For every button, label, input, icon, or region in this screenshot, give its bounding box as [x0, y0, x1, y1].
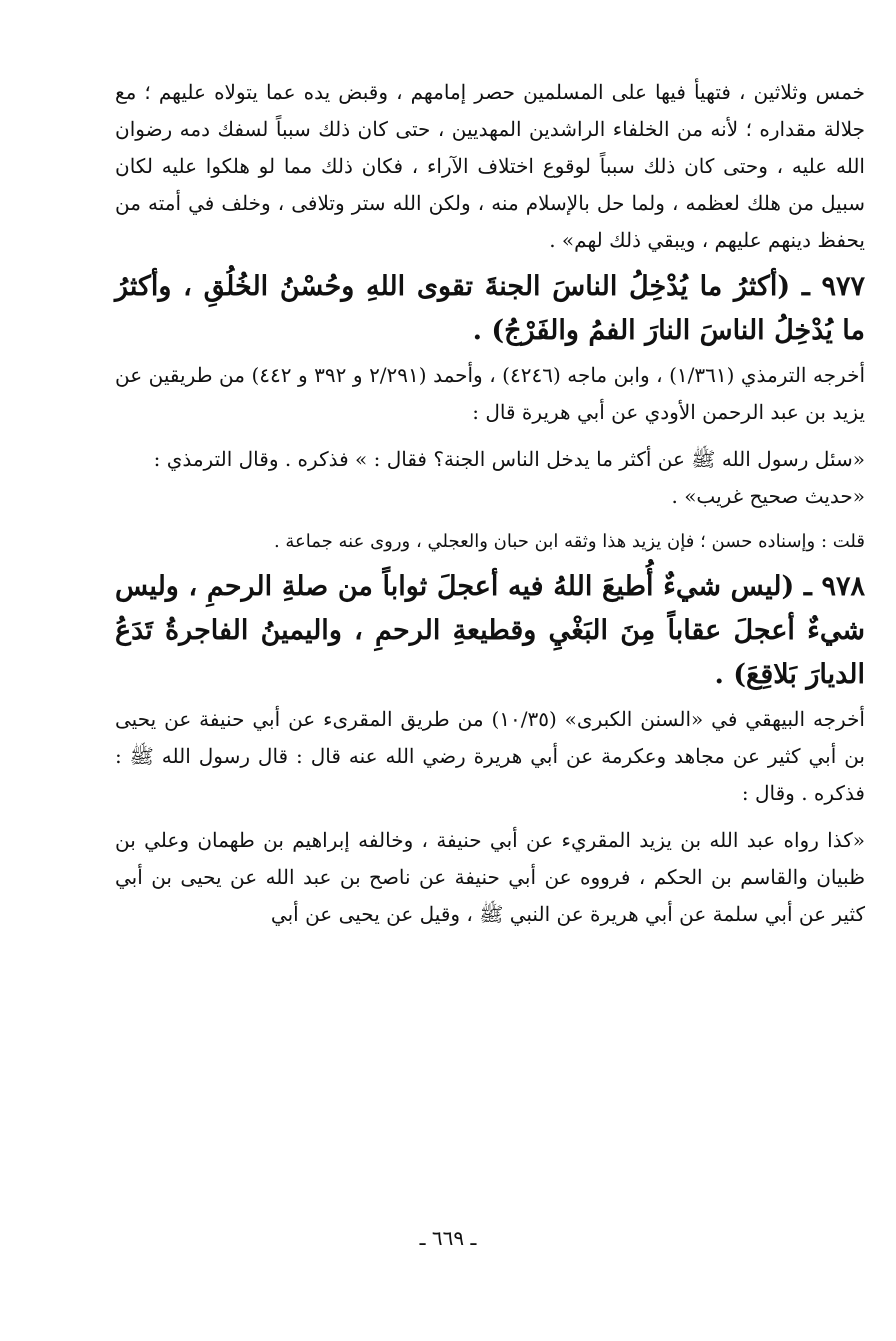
takhrij-978: أخرجه البيهقي في «السنن الكبرى» (١٠/٣٥) من طريق المقرىء عن أبي حنيفة عن يحيى بن أبي كثير عن مجاهد وعكرمة عن أبي هريرة رضي الله عنه قال : قال رسول الله ﷺ : فذكره . وقال :: [115, 707, 865, 805]
note-977: قلت : وإسناده حسن ؛ فإن يزيد هذا وثقه ابن حبان والعجلي ، وروى عنه جماعة .: [273, 531, 865, 552]
page-number: ـ ٦٦٩ ـ: [419, 1226, 477, 1250]
continuation-paragraph: خمس وثلاثين ، فتهيأ فيها على المسلمين حصر إمامهم ، وقبض يده عما يتولاه عليهم ؛ مع جلالة مقداره ؛ لأنه من الخلفاء الراشدين المهديين ، حتى كان ذلك سبباً لسفك دمه رضوان الله عليه ، وحتى كان ذلك سبباً لوقوع اختلاف الآراء ، فكان ذلك مما لو هلكوا عليه لكان سبيل من هلك لعظمه ، ولما حل بالإسلام منه ، ولكن الله ستر وتلافى ، وخلف في أمته من يحفظ دينهم عليهم ، ويبقي ذلك لهم» .: [115, 80, 865, 252]
takhrij-977: أخرجه الترمذي (١/٣٦١) ، وابن ماجه (٤٢٤٦) ، وأحمد (٢/٢٩١ و ٣٩٢ و ٤٤٢) من طريقين عن يزيد بن عبد الرحمن الأودي عن أبي هريرة قال :: [115, 363, 866, 424]
quote-977: «سئل رسول الله ﷺ عن أكثر ما يدخل الناس الجنة؟ فقال : » فذكره . وقال الترمذي :: [153, 447, 865, 471]
hadith-978: ٩٧٨ ـ (ليس شيءٌ أُطيعَ اللهُ فيه أعجلَ ثواباً من صلةِ الرحمِ ، وليس شيءٌ أعجلَ عقاباً مِنَ البَغْيِ وقطيعةِ الرحمِ ، واليمينُ الفاجرةُ تَدَعُ الديارَ بَلاقِعَ) .: [115, 571, 865, 690]
tirmidhi-grade: «حديث صحيح غريب» .: [671, 484, 865, 508]
hadith-977: ٩٧٧ ـ (أكثرُ ما يُدْخِلُ الناسَ الجنةَ تقوى اللهِ وحُسْنُ الخُلُقِ ، وأكثرُ ما يُدْخِلُ الناسَ النارَ الفمُ والفَرْجُ) .: [115, 271, 865, 346]
page-body: [115, 74, 865, 933]
quote-978: «كذا رواه عبد الله بن يزيد المقريء عن أبي حنيفة ، وخالفه إبراهيم بن طهمان وعلي بن ظبيان والقاسم بن الحكم ، فرووه عن أبي حنيفة عن ناصح بن عبد الله عن يحيى بن أبي كثير عن أبي سلمة عن أبي هريرة عن النبي ﷺ ، وقيل عن يحيى عن أبي: [115, 828, 865, 926]
